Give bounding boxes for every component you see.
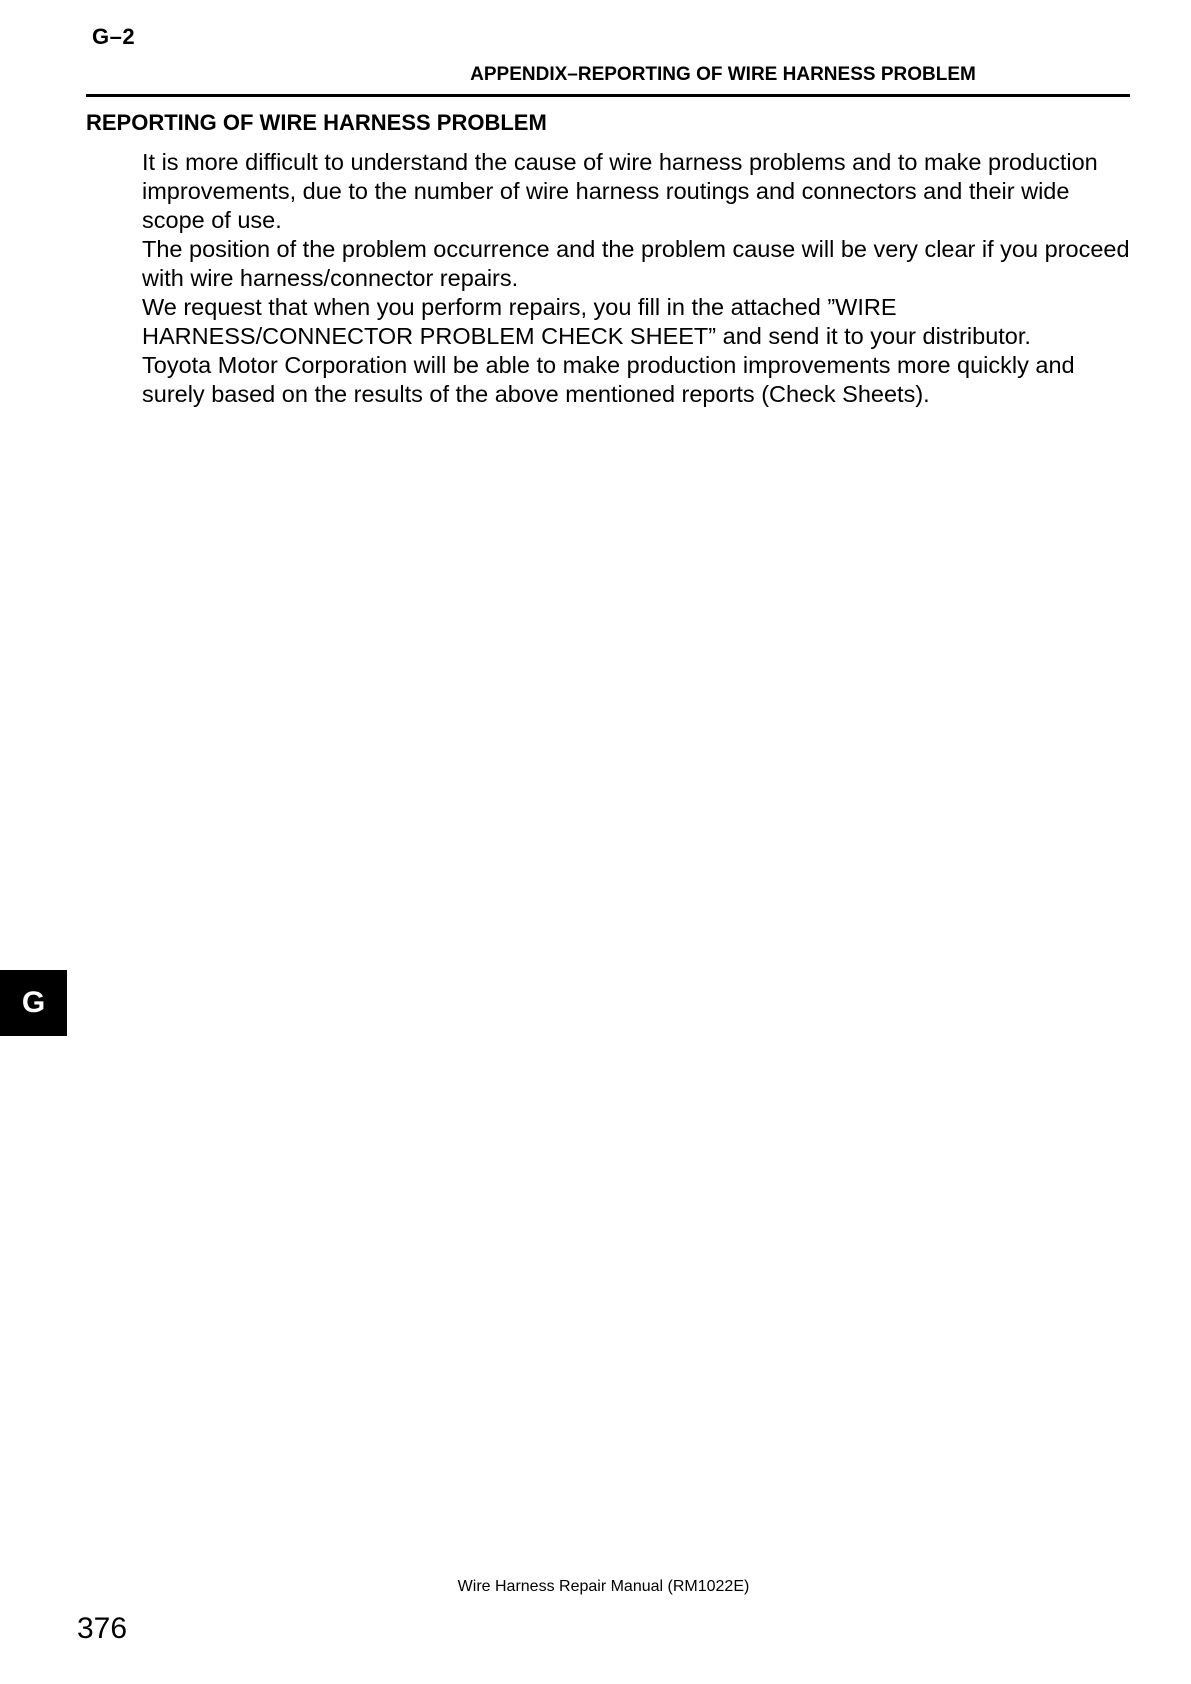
section-tab-label: G bbox=[21, 986, 46, 1019]
running-header bbox=[86, 64, 1130, 86]
paragraph: The position of the problem occurrence and the problem cause will be very clear if you proceed with wire harness/connector repairs. bbox=[142, 236, 1130, 291]
paragraph: We request that when you perform repairs, you fill in the attached ”WIRE HARNESS/CONNECTOR PROBLEM CHECK SHEET” and send it to your distributor. bbox=[142, 294, 1031, 349]
section-title: REPORTING OF WIRE HARNESS PROBLEM bbox=[86, 110, 547, 135]
paragraph: It is more difficult to understand the cause of wire harness problems and to make production improvements, due to the number of wire harness routings and connectors and their wide scope of use. bbox=[142, 149, 1098, 233]
running-header-title: APPENDIX–REPORTING OF WIRE HARNESS PROBLEM bbox=[470, 64, 976, 85]
page-code: G–2 bbox=[92, 24, 136, 49]
header-rule bbox=[86, 94, 1130, 97]
section-tab-g bbox=[0, 970, 67, 1036]
footer bbox=[0, 1578, 1191, 1596]
paragraph: Toyota Motor Corporation will be able to make production improvements more quickly and surely based on the results of the above mentioned reports (Check Sheets). bbox=[142, 352, 1075, 407]
page-number: 376 bbox=[77, 1612, 128, 1645]
section-body bbox=[142, 148, 1132, 409]
footer-manual-title: Wire Harness Repair Manual (RM1022E) bbox=[457, 1578, 750, 1595]
